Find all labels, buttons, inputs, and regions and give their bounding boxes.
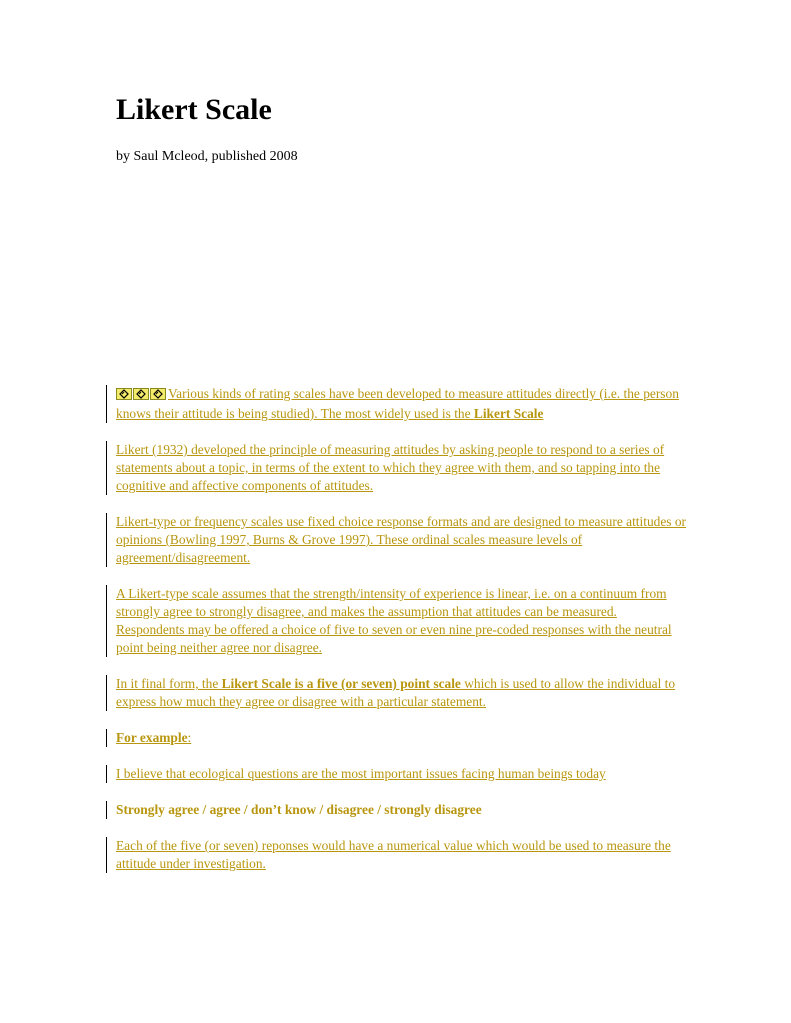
paragraph-for-example[interactable] [106, 729, 686, 747]
paragraph-response-options[interactable] [106, 801, 686, 819]
for-example-colon: : [187, 730, 192, 745]
byline: by Saul Mcleod, published 2008 [116, 149, 298, 164]
paragraph-assumptions[interactable]: A Likert-type scale assumes that the strength/intensity of experience is linear, i.e. on a continuum from strongly agree to strongly disagree, and makes the assumption that attitudes can be measured. Respondents may be offered a choice of five to seven or even nine pre-coded responses with the neutral point being neither agree nor disagree. [106, 585, 686, 657]
final-form-post: which is used to allow the individual to express how much they agree or disagree with a particular statement. [116, 676, 676, 709]
paragraph-final-form[interactable] [106, 675, 686, 711]
final-form-pre: In it final form, the [116, 676, 222, 691]
diamond-icon[interactable] [116, 388, 132, 400]
response-options-bold: Strongly agree / agree / don’t know / disagree / strongly disagree [116, 802, 482, 817]
document-body [106, 385, 706, 891]
paragraph-frequency-scales[interactable]: Likert-type or frequency scales use fixed choice response formats and are designed to measure attitudes or opinions (Bowling 1997, Burns & Grove 1997). These ordinal scales measure levels of agreement/disagreement. [106, 513, 686, 567]
diamond-icon[interactable] [150, 388, 166, 400]
paragraph-intro-text: Various kinds of rating scales have been developed to measure attitudes directly (i.e. the person knows their attitude is being studied). The most widely used is the [116, 386, 679, 421]
paragraph-likert-1932[interactable]: Likert (1932) developed the principle of measuring attitudes by asking people to respond to a series of statements about a topic, in terms of the extent to which they agree with them, and so tapping into the cognitive and affective components of attitudes. [106, 441, 686, 495]
paragraph-intro[interactable] [106, 385, 686, 423]
page-title: Likert Scale [116, 93, 272, 126]
diamond-icon[interactable] [133, 388, 149, 400]
icon-strip [116, 387, 167, 405]
final-form-bold: Likert Scale is a five (or seven) point scale [221, 676, 461, 691]
paragraph-example-statement[interactable]: I believe that ecological questions are the most important issues facing human beings today [106, 765, 686, 783]
paragraph-intro-bold: Likert Scale [473, 406, 544, 421]
paragraph-numerical-value[interactable]: Each of the five (or seven) reponses would have a numerical value which would be used to measure the attitude under investigation. [106, 837, 686, 873]
for-example-bold: For example [116, 730, 188, 745]
